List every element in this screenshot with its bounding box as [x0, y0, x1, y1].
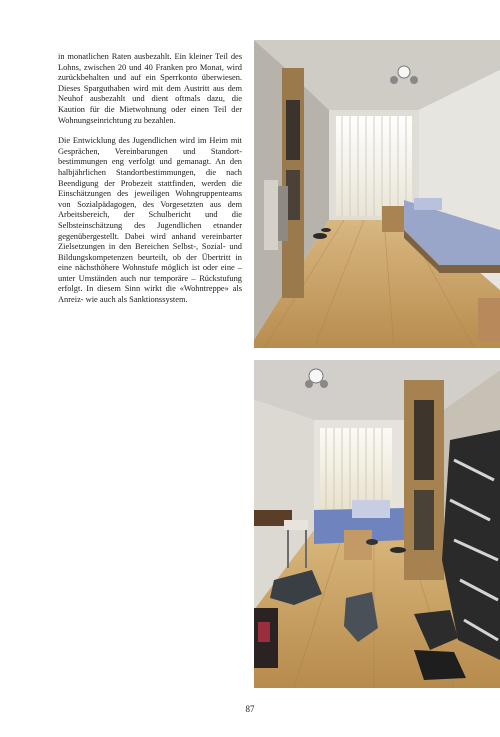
- paragraph-1: in monatlichen Raten ausbezahlt. Ein kleiner Teil des Lohns, zwischen 20 und 40 Franken pro Monat, wird zurückbehalten und auf ein Sperrkonto überwiesen. Dieses Sparguthaben wird mit dem Austritt aus dem Neuhof ausbezahlt und dient oftmals dazu, die Kaution für die Mietwohnung oder einen Teil der Wohnungseinrichtung zu bezahlen.: [58, 52, 242, 125]
- photo-dorm-room-tidy-illustration: [254, 40, 500, 348]
- photo-dorm-room-messy: [254, 360, 500, 688]
- photo-dorm-room-messy-illustration: [254, 360, 500, 688]
- body-text-column: [58, 52, 242, 316]
- page-number: 87: [245, 704, 255, 714]
- paragraph-2: Die Entwicklung des Jugendlichen wird im Heim mit Gesprächen, Vereinbarungen und Standortbestimmungen eng verfolgt und gemanagt. An den halbjährlichen Standortbestimmungen, die nach Beendigung der Probezeit stattfinden, werden die Einschätzungen des jeweiligen Wohngruppenteams von Sozialpädagogen, des Vorgesetzten aus dem Arbeitsbereich, der Schulbericht und die Selbsteinschätzung des Jugendlichen etnander gegenübergestellt. Dabei wird anhand vereinbarter Zielsetzungen in den Bereichen Selbst-, Sozial- und Bildungskompetenzen beurteilt, ob der Übertritt in eine nächsthöhere Wohnstufe möglich ist oder eine – unter Umständen auch nur temporäre – Rückstufung erfolgt. In diesem Sinn wirkt die «Wohntreppe» als Anreiz- wie auch als Sanktionssystem.: [58, 136, 242, 305]
- photo-dorm-room-tidy: [254, 40, 500, 348]
